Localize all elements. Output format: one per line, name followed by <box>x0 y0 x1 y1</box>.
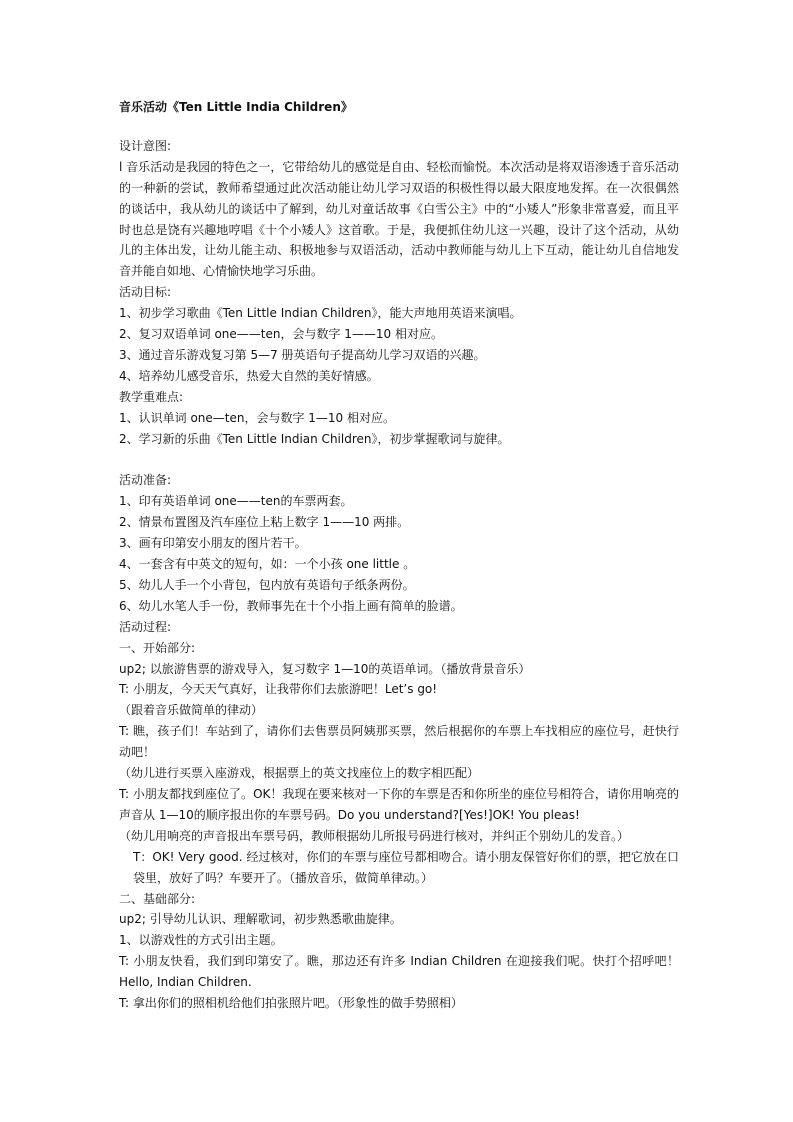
part1-line: up2; 以旅游售票的游戏导入，复习数字 1—10的英语单词。（播放背景音乐） <box>119 661 531 676</box>
section-heading-process: 活动过程: <box>119 619 172 634</box>
section-heading-prep: 活动准备: <box>119 473 172 488</box>
part2-line: T: 拿出你们的照相机给他们拍张照片吧。（形象性的做手势照相） <box>119 996 463 1011</box>
document-body <box>119 97 679 1014</box>
part1-line: T: 小朋友，今天天气真好，让我带你们去旅游吧！Let’s go! <box>119 682 438 697</box>
prep-item: 2、情景布置图及汽车座位上粘上数字 1——10 两排。 <box>119 515 410 530</box>
part2-line: up2; 引导幼儿认识、理解歌词，初步熟悉歌曲旋律。 <box>119 912 402 927</box>
prep-item: 1、印有英语单词 one——ten的车票两套。 <box>119 494 353 509</box>
document-title: 音乐活动《Ten Little India Children》 <box>119 100 353 114</box>
focus-item: 1、认识单词 one—ten，会与数字 1—10 相对应。 <box>119 410 396 425</box>
part1-line: （幼儿进行买票入座游戏，根据票上的英文找座位上的数字相匹配） <box>119 766 480 781</box>
part1-heading: 一、开始部分: <box>119 640 196 655</box>
part1-line: （幼儿用响亮的声音报出车票号码，教师根据幼儿所报号码进行核对，并纠正个别幼儿的发音。） <box>119 828 630 843</box>
section-heading-focus: 教学重难点: <box>119 389 184 404</box>
prep-item: 3、画有印第安小朋友的图片若干。 <box>119 536 307 551</box>
part1-line: （跟着音乐做简单的律动） <box>119 703 264 718</box>
prep-item: 4、一套含有中英文的短句，如：一个小孩 one little 。 <box>119 557 416 572</box>
goal-item: 3、通过音乐游戏复习第 5—7 册英语句子提高幼儿学习双语的兴趣。 <box>119 347 486 362</box>
section-heading-design: 设计意图: <box>119 138 172 153</box>
part1-line: T：OK! Very good. 经过核对，你们的车票与座位号都相吻合。请小朋友保管好你们的票，把它放在口袋里，放好了吗？车要开了。（播放音乐，做简单律动。） <box>133 849 679 885</box>
goal-item: 4、培养幼儿感受音乐，热爱大自然的美好情感。 <box>119 368 379 383</box>
prep-item: 5、幼儿人手一个小背包，包内放有英语句子纸条两份。 <box>119 577 415 592</box>
goal-item: 1、初步学习歌曲《Ten Little Indian Children》，能大声地用英语来演唱。 <box>119 306 522 321</box>
design-paragraph: l 音乐活动是我园的特色之一，它带给幼儿的感觉是自由、轻松而愉悦。本次活动是将双语渗透于音乐活动的一种新的尝试，教师希望通过此次活动能让幼儿学习双语的积极性得以最大限度地发挥。在一次很偶然的谈话中，我从幼儿的谈话中了解到，幼儿对童话故事《白雪公主》中的“小矮人”形象非常喜爱，而且平时也总是饶有兴趣地哼唱《十个小矮人》这首歌。于是，我便抓住幼儿这一兴趣，设计了这个活动，从幼儿的主体出发，让幼儿能主动、积极地参与双语活动，活动中教师能与幼儿上下互动，能让幼儿自信地发音并能自如地、心情愉快地学习乐曲。 <box>119 159 679 279</box>
focus-item: 2、学习新的乐曲《Ten Little Indian Children》，初步掌握歌词与旋律。 <box>119 431 510 446</box>
part1-line: T: 瞧，孩子们！车站到了，请你们去售票员阿姨那买票，然后根据你的车票上车找相应的座位号，赶快行动吧！ <box>119 724 679 760</box>
goal-item: 2、复习双语单词 one——ten，会与数字 1——10 相对应。 <box>119 327 444 342</box>
part1-line: T: 小朋友都找到座位了。OK！我现在要来核对一下你的车票是否和你所坐的座位号相符合，请你用响亮的声音从 1—10的顺序报出你的车票号码。Do you understand?[Yes!]OK! You pleas! <box>119 786 679 822</box>
blank-line <box>119 450 679 471</box>
part2-line: T: 小朋友快看，我们到印第安了。瞧，那边还有许多 Indian Children 在迎接我们呢。快打个招呼吧！Hello, Indian Children. <box>119 954 679 990</box>
part2-heading: 二、基础部分: <box>119 891 196 906</box>
prep-item: 6、幼儿水笔人手一份，教师事先在十个小指上画有简单的脸谱。 <box>119 598 463 613</box>
part2-line: 1、以游戏性的方式引出主题。 <box>119 933 283 948</box>
section-heading-goals: 活动目标: <box>119 285 172 300</box>
